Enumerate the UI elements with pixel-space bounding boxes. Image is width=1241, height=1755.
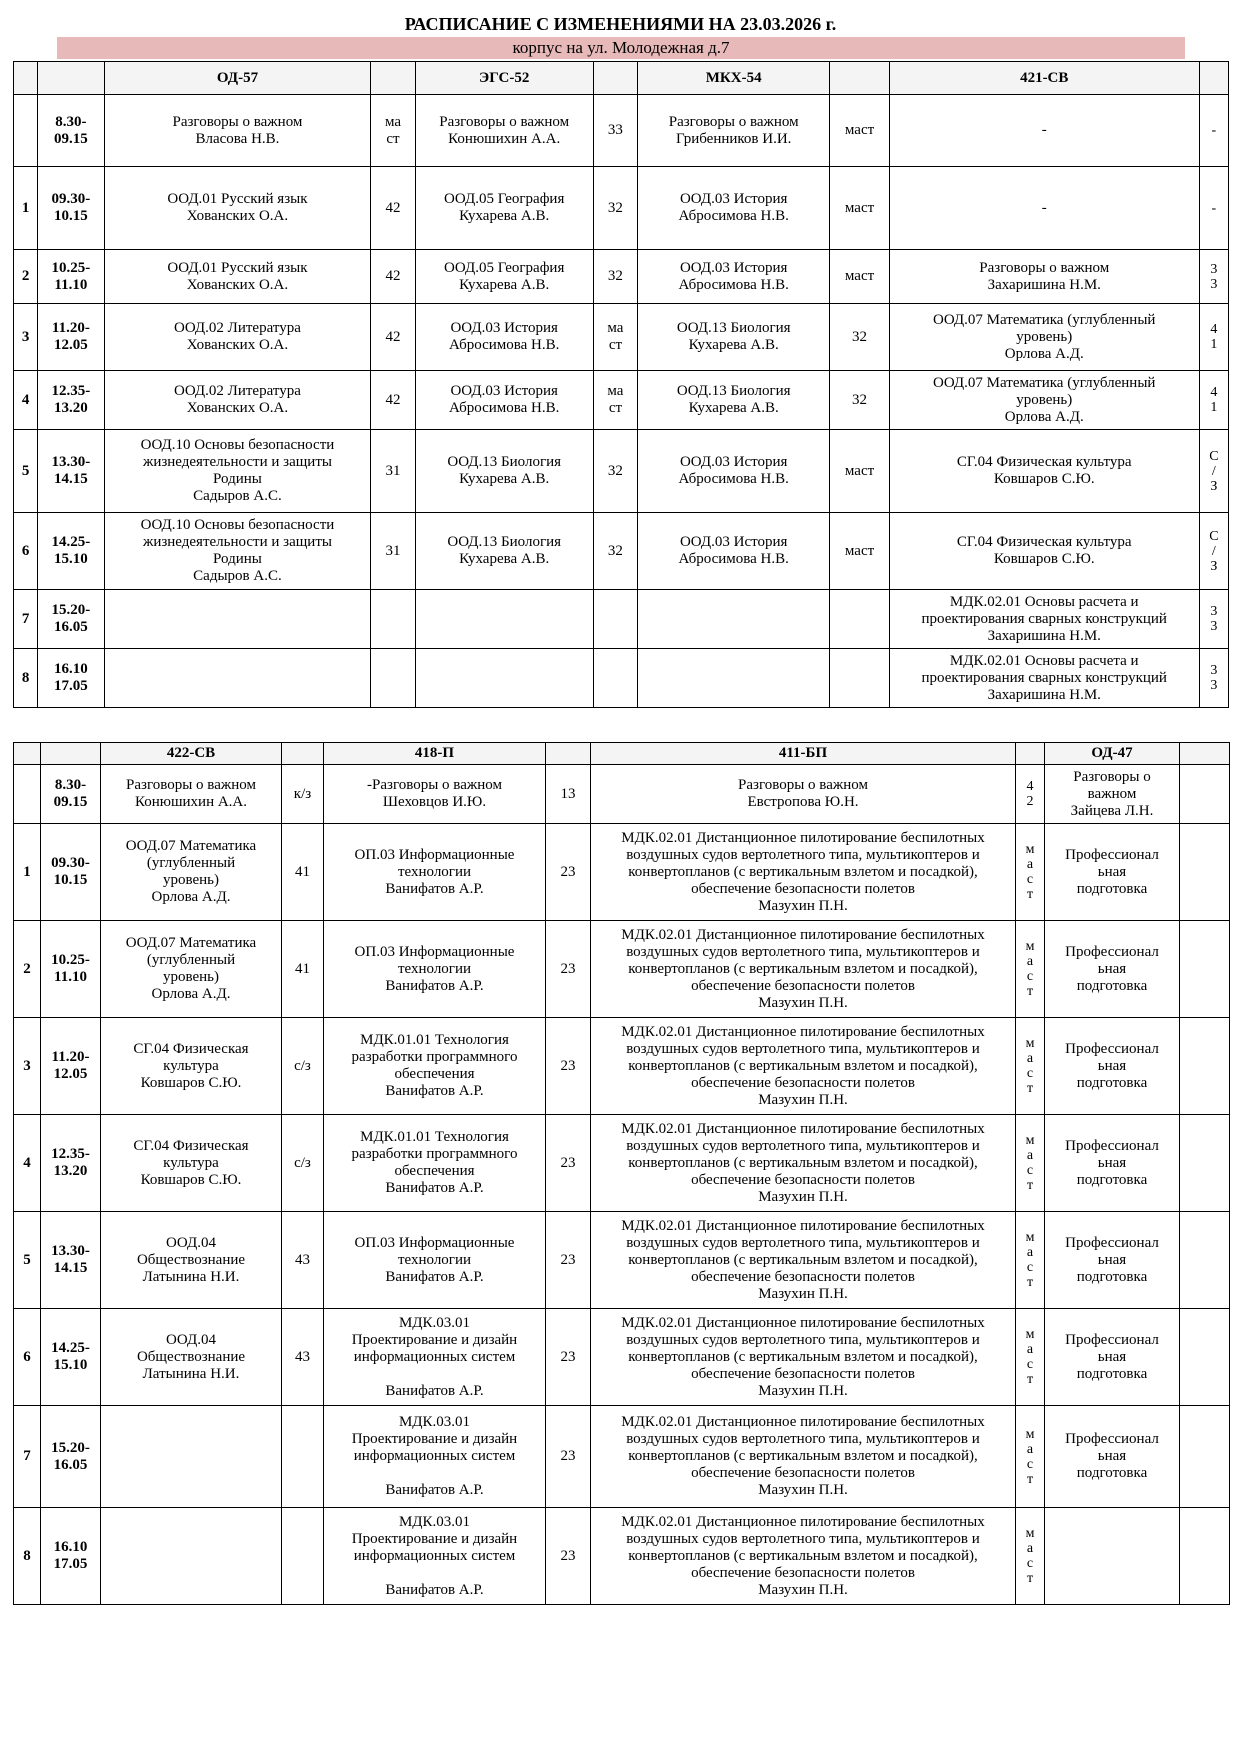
subject-cell: ООД.13 Биология Кухарева А.В. bbox=[415, 513, 593, 590]
room-cell: 43 bbox=[282, 1309, 324, 1406]
subject-cell bbox=[415, 649, 593, 708]
lesson-number bbox=[14, 95, 38, 167]
subject-cell: ООД.03 История Абросимова Н.В. bbox=[638, 430, 830, 513]
header-blank-cell bbox=[41, 743, 101, 765]
lesson-number: 5 bbox=[14, 430, 38, 513]
room-cell: 23 bbox=[546, 1508, 591, 1605]
lesson-number: 1 bbox=[14, 167, 38, 250]
room-cell: ма ст bbox=[593, 304, 637, 371]
subject-cell: ООД.13 Биология Кухарева А.В. bbox=[415, 430, 593, 513]
subject-cell: -Разговоры о важном Шеховцов И.Ю. bbox=[324, 765, 546, 824]
lesson-time: 15.20- 16.05 bbox=[41, 1406, 101, 1508]
subject-cell: Профессионал ьная подготовка bbox=[1045, 824, 1180, 921]
subject-cell: Разговоры о важном Конюшихин А.А. bbox=[415, 95, 593, 167]
room-cell bbox=[1180, 1309, 1230, 1406]
room-cell bbox=[1180, 1115, 1230, 1212]
room-cell: 23 bbox=[546, 1018, 591, 1115]
schedule-table-2 bbox=[13, 742, 1230, 1605]
subject-cell: Разговоры о важном Захаришина Н.М. bbox=[889, 250, 1199, 304]
room-cell: маст bbox=[830, 513, 889, 590]
room-cell: 42 bbox=[371, 167, 415, 250]
lesson-time: 12.35- 13.20 bbox=[38, 371, 104, 430]
room-cell: 4 1 bbox=[1199, 304, 1228, 371]
room-cell: м а с т bbox=[1016, 1309, 1045, 1406]
subject-cell: МДК.02.01 Дистанционное пилотирование беспилотных воздушных судов вертолетного типа, мультикоптеров и конвертопланов (с вертикальным взлетом и посадкой), обеспечение безопасности полетов Мазухин П.Н. bbox=[591, 1309, 1016, 1406]
page-title: РАСПИСАНИЕ С ИЗМЕНЕНИЯМИ НА 23.03.2026 г. bbox=[404, 14, 837, 34]
lesson-time: 15.20- 16.05 bbox=[38, 590, 104, 649]
subject-cell: Разговоры о важном Конюшихин А.А. bbox=[101, 765, 282, 824]
subject-cell bbox=[638, 590, 830, 649]
subject-cell: МДК.02.01 Дистанционное пилотирование беспилотных воздушных судов вертолетного типа, мультикоптеров и конвертопланов (с вертикальным взлетом и посадкой), обеспечение безопасности полетов Мазухин П.Н. bbox=[591, 824, 1016, 921]
room-cell: 23 bbox=[546, 1115, 591, 1212]
room-cell bbox=[1180, 921, 1230, 1018]
lesson-time: 11.20- 12.05 bbox=[41, 1018, 101, 1115]
room-cell bbox=[1180, 1406, 1230, 1508]
lesson-row bbox=[14, 1406, 1230, 1508]
lesson-row bbox=[14, 1018, 1230, 1115]
lesson-row bbox=[14, 304, 1229, 371]
subject-cell: - bbox=[889, 95, 1199, 167]
subject-cell: ООД.03 История Абросимова Н.В. bbox=[638, 167, 830, 250]
subject-cell: ООД.05 География Кухарева А.В. bbox=[415, 250, 593, 304]
subject-cell: - bbox=[889, 167, 1199, 250]
room-cell: ма ст bbox=[593, 371, 637, 430]
subject-cell: МДК.02.01 Дистанционное пилотирование беспилотных воздушных судов вертолетного типа, мультикоптеров и конвертопланов (с вертикальным взлетом и посадкой), обеспечение безопасности полетов Мазухин П.Н. bbox=[591, 921, 1016, 1018]
subject-cell: ОП.03 Информационные технологии Ванифатов А.Р. bbox=[324, 824, 546, 921]
room-cell: 32 bbox=[593, 430, 637, 513]
group-name-header: МКХ-54 bbox=[638, 62, 830, 95]
subject-cell: Профессионал ьная подготовка bbox=[1045, 1309, 1180, 1406]
room-cell: - bbox=[1199, 167, 1228, 250]
subject-cell: ООД.02 Литература Хованских О.А. bbox=[104, 304, 371, 371]
subject-cell: ООД.01 Русский язык Хованских О.А. bbox=[104, 250, 371, 304]
subject-cell: МДК.02.01 Дистанционное пилотирование беспилотных воздушных судов вертолетного типа, мультикоптеров и конвертопланов (с вертикальным взлетом и посадкой), обеспечение безопасности полетов Мазухин П.Н. bbox=[591, 1406, 1016, 1508]
subject-cell: МДК.01.01 Технология разработки программного обеспечения Ванифатов А.Р. bbox=[324, 1018, 546, 1115]
lesson-number: 1 bbox=[14, 824, 41, 921]
subject-cell bbox=[101, 1508, 282, 1605]
group-name-header: ЭГС-52 bbox=[415, 62, 593, 95]
room-cell: маст bbox=[830, 167, 889, 250]
room-cell: м а с т bbox=[1016, 921, 1045, 1018]
room-cell: м а с т bbox=[1016, 1115, 1045, 1212]
room-cell: м а с т bbox=[1016, 1406, 1045, 1508]
lesson-time: 14.25- 15.10 bbox=[38, 513, 104, 590]
room-cell: 3 3 bbox=[1199, 649, 1228, 708]
room-cell: 32 bbox=[593, 167, 637, 250]
header-blank-cell bbox=[14, 62, 38, 95]
room-cell: - bbox=[1199, 95, 1228, 167]
room-cell: 32 bbox=[830, 371, 889, 430]
room-cell: 43 bbox=[282, 1212, 324, 1309]
lesson-row bbox=[14, 95, 1229, 167]
room-cell: м а с т bbox=[1016, 824, 1045, 921]
group-name-header: ОД-57 bbox=[104, 62, 371, 95]
lesson-time: 14.25- 15.10 bbox=[41, 1309, 101, 1406]
room-header-blank bbox=[1180, 743, 1230, 765]
room-cell: С / З bbox=[1199, 513, 1228, 590]
subject-cell bbox=[1045, 1508, 1180, 1605]
room-cell: к/з bbox=[282, 765, 324, 824]
subject-cell: СГ.04 Физическая культура Ковшаров С.Ю. bbox=[889, 513, 1199, 590]
room-header-blank bbox=[1199, 62, 1228, 95]
group-name-header: ОД-47 bbox=[1045, 743, 1180, 765]
lesson-row bbox=[14, 250, 1229, 304]
group-header-row bbox=[14, 743, 1230, 765]
subject-cell: МДК.02.01 Дистанционное пилотирование беспилотных воздушных судов вертолетного типа, мультикоптеров и конвертопланов (с вертикальным взлетом и посадкой), обеспечение безопасности полетов Мазухин П.Н. bbox=[591, 1508, 1016, 1605]
subject-cell: Профессионал ьная подготовка bbox=[1045, 1018, 1180, 1115]
lesson-row bbox=[14, 167, 1229, 250]
group-name-header: 418-П bbox=[324, 743, 546, 765]
subject-cell: СГ.04 Физическая культура Ковшаров С.Ю. bbox=[889, 430, 1199, 513]
subject-cell: ООД.10 Основы безопасности жизнедеятельности и защиты Родины Садыров А.С. bbox=[104, 513, 371, 590]
room-cell: 32 bbox=[593, 513, 637, 590]
subject-cell: СГ.04 Физическая культура Ковшаров С.Ю. bbox=[101, 1018, 282, 1115]
room-cell: 42 bbox=[371, 250, 415, 304]
lesson-number: 8 bbox=[14, 1508, 41, 1605]
room-cell bbox=[1180, 1018, 1230, 1115]
lesson-row bbox=[14, 430, 1229, 513]
subject-cell: ООД.03 История Абросимова Н.В. bbox=[415, 371, 593, 430]
room-cell: С / З bbox=[1199, 430, 1228, 513]
lesson-time: 13.30- 14.15 bbox=[41, 1212, 101, 1309]
room-cell bbox=[282, 1508, 324, 1605]
room-cell: 42 bbox=[371, 371, 415, 430]
room-header-blank bbox=[1016, 743, 1045, 765]
lesson-time: 13.30- 14.15 bbox=[38, 430, 104, 513]
lesson-number: 2 bbox=[14, 250, 38, 304]
subject-cell bbox=[101, 1406, 282, 1508]
lesson-row bbox=[14, 1212, 1230, 1309]
lesson-row bbox=[14, 1309, 1230, 1406]
room-header-blank bbox=[371, 62, 415, 95]
subject-cell: МДК.03.01 Проектирование и дизайн информационных систем Ванифатов А.Р. bbox=[324, 1309, 546, 1406]
room-cell: с/з bbox=[282, 1018, 324, 1115]
lesson-row bbox=[14, 371, 1229, 430]
group-name-header: 422-СВ bbox=[101, 743, 282, 765]
group-name-header: 411-БП bbox=[591, 743, 1016, 765]
subject-cell: Профессионал ьная подготовка bbox=[1045, 1406, 1180, 1508]
room-cell bbox=[1180, 1508, 1230, 1605]
room-cell bbox=[830, 649, 889, 708]
room-cell: 32 bbox=[593, 250, 637, 304]
lesson-number bbox=[14, 765, 41, 824]
room-cell: 4 1 bbox=[1199, 371, 1228, 430]
room-cell: 23 bbox=[546, 1212, 591, 1309]
room-cell bbox=[593, 590, 637, 649]
lesson-time: 16.10 17.05 bbox=[38, 649, 104, 708]
room-cell bbox=[371, 649, 415, 708]
lesson-time: 8.30- 09.15 bbox=[38, 95, 104, 167]
lesson-number: 6 bbox=[14, 1309, 41, 1406]
lesson-time: 8.30- 09.15 bbox=[41, 765, 101, 824]
subject-cell: МДК.02.01 Основы расчета и проектирования сварных конструкций Захаришина Н.М. bbox=[889, 590, 1199, 649]
subject-cell: Профессионал ьная подготовка bbox=[1045, 1212, 1180, 1309]
subject-cell: Разговоры о важном Власова Н.В. bbox=[104, 95, 371, 167]
lesson-time: 10.25- 11.10 bbox=[41, 921, 101, 1018]
subject-cell: ООД.07 Математика (углубленный уровень) Орлова А.Д. bbox=[889, 371, 1199, 430]
room-cell: маст bbox=[830, 95, 889, 167]
room-cell: 31 bbox=[371, 513, 415, 590]
subject-cell: ООД.04 Обществознание Латынина Н.И. bbox=[101, 1212, 282, 1309]
group-name-header: 421-СВ bbox=[889, 62, 1199, 95]
room-cell: 13 bbox=[546, 765, 591, 824]
room-cell bbox=[282, 1406, 324, 1508]
subject-cell bbox=[638, 649, 830, 708]
room-cell bbox=[830, 590, 889, 649]
lesson-time: 09.30- 10.15 bbox=[41, 824, 101, 921]
room-cell: 3 3 bbox=[1199, 250, 1228, 304]
room-cell: маст bbox=[830, 250, 889, 304]
room-header-blank bbox=[282, 743, 324, 765]
lesson-row bbox=[14, 921, 1230, 1018]
subject-cell: МДК.02.01 Дистанционное пилотирование беспилотных воздушных судов вертолетного типа, мультикоптеров и конвертопланов (с вертикальным взлетом и посадкой), обеспечение безопасности полетов Мазухин П.Н. bbox=[591, 1115, 1016, 1212]
lesson-number: 4 bbox=[14, 371, 38, 430]
room-cell: 23 bbox=[546, 1406, 591, 1508]
subject-cell: ООД.13 Биология Кухарева А.В. bbox=[638, 304, 830, 371]
lesson-number: 2 bbox=[14, 921, 41, 1018]
room-cell: м а с т bbox=[1016, 1018, 1045, 1115]
subject-cell: Разговоры о важном Зайцева Л.Н. bbox=[1045, 765, 1180, 824]
subject-cell: ООД.03 История Абросимова Н.В. bbox=[415, 304, 593, 371]
lesson-number: 8 bbox=[14, 649, 38, 708]
subject-cell: ООД.03 История Абросимова Н.В. bbox=[638, 513, 830, 590]
room-cell: 4 2 bbox=[1016, 765, 1045, 824]
room-cell: маст bbox=[830, 430, 889, 513]
subject-cell: Разговоры о важном Грибенников И.И. bbox=[638, 95, 830, 167]
subject-cell: МДК.02.01 Основы расчета и проектирования сварных конструкций Захаришина Н.М. bbox=[889, 649, 1199, 708]
subject-cell: Профессионал ьная подготовка bbox=[1045, 1115, 1180, 1212]
room-cell: 23 bbox=[546, 824, 591, 921]
subject-cell: ООД.05 География Кухарева А.В. bbox=[415, 167, 593, 250]
subject-cell: ООД.07 Математика (углубленный уровень) Орлова А.Д. bbox=[101, 824, 282, 921]
lesson-time: 16.10 17.05 bbox=[41, 1508, 101, 1605]
room-cell: 32 bbox=[830, 304, 889, 371]
room-cell bbox=[371, 590, 415, 649]
room-cell: 23 bbox=[546, 1309, 591, 1406]
group-header-row bbox=[14, 62, 1229, 95]
room-cell: ма ст bbox=[371, 95, 415, 167]
room-header-blank bbox=[830, 62, 889, 95]
lesson-number: 3 bbox=[14, 304, 38, 371]
subject-cell: ООД.13 Биология Кухарева А.В. bbox=[638, 371, 830, 430]
room-cell: 33 bbox=[593, 95, 637, 167]
subject-cell bbox=[104, 649, 371, 708]
subject-cell: МДК.03.01 Проектирование и дизайн информационных систем Ванифатов А.Р. bbox=[324, 1508, 546, 1605]
header-blank-cell bbox=[38, 62, 104, 95]
subject-cell: МДК.03.01 Проектирование и дизайн информационных систем Ванифатов А.Р. bbox=[324, 1406, 546, 1508]
lesson-time: 10.25- 11.10 bbox=[38, 250, 104, 304]
room-cell: м а с т bbox=[1016, 1212, 1045, 1309]
lesson-row bbox=[14, 1115, 1230, 1212]
subject-cell: Разговоры о важном Евстропова Ю.Н. bbox=[591, 765, 1016, 824]
lesson-row bbox=[14, 765, 1230, 824]
lesson-row bbox=[14, 649, 1229, 708]
schedule-table-1 bbox=[13, 61, 1229, 708]
subject-cell: ООД.07 Математика (углубленный уровень) Орлова А.Д. bbox=[101, 921, 282, 1018]
subject-cell: МДК.01.01 Технология разработки программного обеспечения Ванифатов А.Р. bbox=[324, 1115, 546, 1212]
lesson-number: 5 bbox=[14, 1212, 41, 1309]
room-cell: 31 bbox=[371, 430, 415, 513]
lesson-time: 12.35- 13.20 bbox=[41, 1115, 101, 1212]
room-cell: с/з bbox=[282, 1115, 324, 1212]
subject-cell: ОП.03 Информационные технологии Ванифатов А.Р. bbox=[324, 921, 546, 1018]
room-header-blank bbox=[546, 743, 591, 765]
subject-cell bbox=[415, 590, 593, 649]
subject-cell: ООД.01 Русский язык Хованских О.А. bbox=[104, 167, 371, 250]
room-cell: 23 bbox=[546, 921, 591, 1018]
header-blank-cell bbox=[14, 743, 41, 765]
subject-cell: СГ.04 Физическая культура Ковшаров С.Ю. bbox=[101, 1115, 282, 1212]
lesson-number: 7 bbox=[14, 590, 38, 649]
subject-cell bbox=[104, 590, 371, 649]
lesson-row bbox=[14, 590, 1229, 649]
room-cell: 3 3 bbox=[1199, 590, 1228, 649]
subject-cell: ООД.02 Литература Хованских О.А. bbox=[104, 371, 371, 430]
subject-cell: ОП.03 Информационные технологии Ванифатов А.Р. bbox=[324, 1212, 546, 1309]
room-cell bbox=[1180, 824, 1230, 921]
room-header-blank bbox=[593, 62, 637, 95]
lesson-row bbox=[14, 513, 1229, 590]
subject-cell: МДК.02.01 Дистанционное пилотирование беспилотных воздушных судов вертолетного типа, мультикоптеров и конвертопланов (с вертикальным взлетом и посадкой), обеспечение безопасности полетов Мазухин П.Н. bbox=[591, 1212, 1016, 1309]
lesson-number: 4 bbox=[14, 1115, 41, 1212]
subject-cell: Профессионал ьная подготовка bbox=[1045, 921, 1180, 1018]
subject-cell: ООД.04 Обществознание Латынина Н.И. bbox=[101, 1309, 282, 1406]
room-cell: 42 bbox=[371, 304, 415, 371]
room-cell bbox=[593, 649, 637, 708]
lesson-number: 3 bbox=[14, 1018, 41, 1115]
lesson-row bbox=[14, 1508, 1230, 1605]
room-cell: м а с т bbox=[1016, 1508, 1045, 1605]
room-cell bbox=[1180, 765, 1230, 824]
subject-cell: МДК.02.01 Дистанционное пилотирование беспилотных воздушных судов вертолетного типа, мультикоптеров и конвертопланов (с вертикальным взлетом и посадкой), обеспечение безопасности полетов Мазухин П.Н. bbox=[591, 1018, 1016, 1115]
room-cell: 41 bbox=[282, 921, 324, 1018]
subject-cell: ООД.03 История Абросимова Н.В. bbox=[638, 250, 830, 304]
lesson-row bbox=[14, 824, 1230, 921]
subject-cell: ООД.07 Математика (углубленный уровень) Орлова А.Д. bbox=[889, 304, 1199, 371]
room-cell: 41 bbox=[282, 824, 324, 921]
lesson-number: 7 bbox=[14, 1406, 41, 1508]
lesson-number: 6 bbox=[14, 513, 38, 590]
room-cell bbox=[1180, 1212, 1230, 1309]
lesson-time: 11.20- 12.05 bbox=[38, 304, 104, 371]
subject-cell: ООД.10 Основы безопасности жизнедеятельности и защиты Родины Садыров А.С. bbox=[104, 430, 371, 513]
lesson-time: 09.30- 10.15 bbox=[38, 167, 104, 250]
building-subtitle: корпус на ул. Молодежная д.7 bbox=[57, 37, 1185, 59]
